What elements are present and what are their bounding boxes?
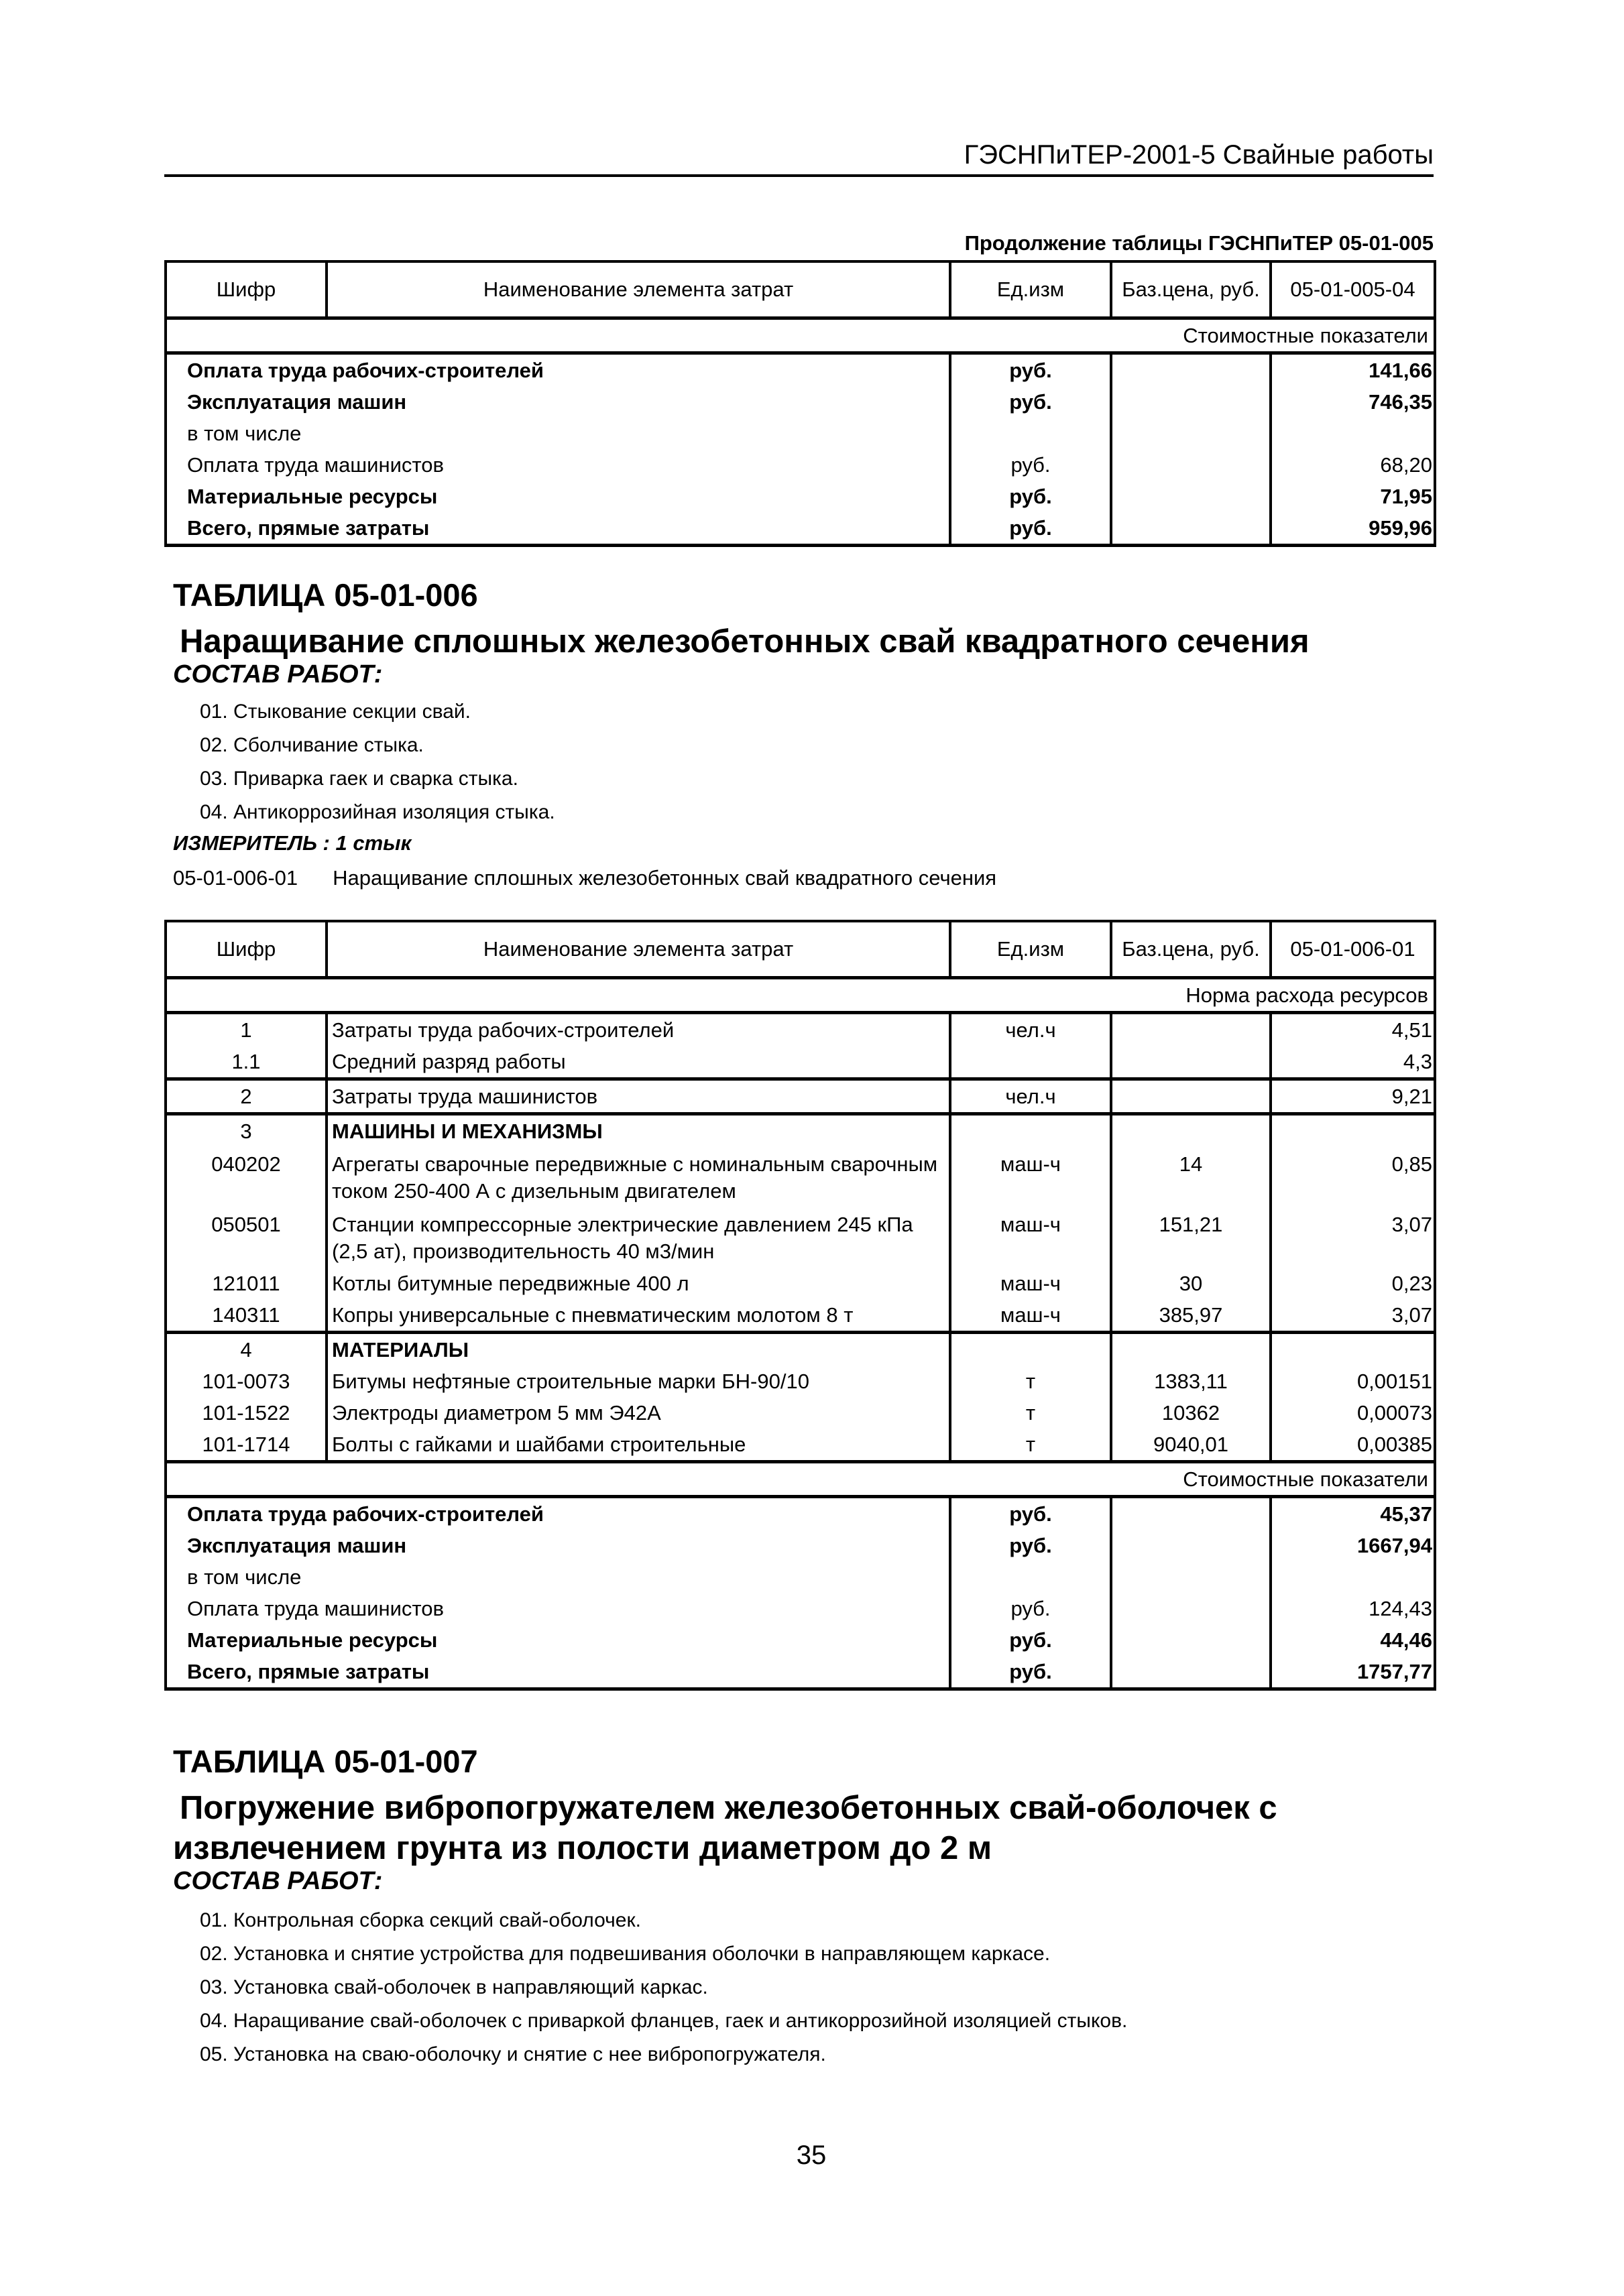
cost-value: 124,43 [1271,1593,1435,1624]
table-row [166,512,1435,546]
resource-unit: маш-ч [950,1268,1111,1299]
column-header-price: Баз.цена, руб. [1111,921,1271,978]
resource-row [166,1429,1435,1462]
resource-name: Копры универсальные с пневматическим молотом 8 т [327,1299,950,1333]
cost-name: Оплата труда рабочих-строителей [166,353,950,387]
cost-name: Оплата труда машинистов [166,449,950,481]
section-label: Норма расхода ресурсов [166,978,1435,1013]
resource-value: 3,07 [1271,1299,1435,1333]
table-05-01-006 [164,920,1436,1691]
resource-code: 121011 [166,1268,327,1299]
table-header-row [166,261,1435,318]
table-05-01-005-continuation [164,260,1436,547]
column-header-unit: Ед.изм [950,261,1111,318]
cost-name: Эксплуатация машин [166,1530,950,1561]
subcode-line [173,866,996,890]
resource-row [166,1268,1435,1299]
cost-value: 959,96 [1271,512,1435,546]
resource-value [1271,1333,1435,1366]
resource-name: Болты с гайками и шайбами строительные [327,1429,950,1462]
resource-value: 3,07 [1271,1207,1435,1268]
cost-value: 1757,77 [1271,1656,1435,1689]
table-header-row [166,921,1435,978]
resource-code: 050501 [166,1207,327,1268]
column-header-norm-code: 05-01-006-01 [1271,921,1435,978]
resource-unit [950,1333,1111,1366]
resource-unit: маш-ч [950,1207,1111,1268]
resource-row [166,1046,1435,1079]
resource-code: 101-1714 [166,1429,327,1462]
running-header: ГЭСНПиТЕР-2001-5 Свайные работы [964,140,1434,170]
cost-unit: руб. [950,1656,1111,1689]
cost-row [166,1497,1435,1530]
work-item: 04. Наращивание свай-оболочек с приваркой фланцев, гаек и антикоррозийной изоляцией стыков. [200,2010,1128,2032]
resource-price [1111,1114,1271,1148]
resource-price: 10362 [1111,1397,1271,1429]
section-row [166,318,1435,353]
resource-unit: маш-ч [950,1147,1111,1207]
resource-code: 1.1 [166,1046,327,1079]
column-header-code: Шифр [166,921,327,978]
header-divider [164,174,1434,177]
resource-row [166,1013,1435,1046]
work-item: 02. Сболчивание стыка. [200,734,424,756]
resource-code: 040202 [166,1147,327,1207]
resource-unit: т [950,1366,1111,1397]
cost-unit [950,418,1111,449]
resource-value: 0,85 [1271,1147,1435,1207]
resource-name: Котлы битумные передвижные 400 л [327,1268,950,1299]
cost-value: 71,95 [1271,481,1435,512]
subcode-name: Наращивание сплошных железобетонных свай квадратного сечения [333,866,997,890]
cost-value: 44,46 [1271,1624,1435,1656]
resource-value: 0,23 [1271,1268,1435,1299]
works-heading: СОСТАВ РАБОТ: [173,1867,383,1895]
cost-unit [950,1561,1111,1593]
resource-group-name: МАШИНЫ И МЕХАНИЗМЫ [327,1114,950,1148]
cost-value: 68,20 [1271,449,1435,481]
cost-value [1271,1561,1435,1593]
cost-unit: руб. [950,1593,1111,1624]
cost-unit: руб. [950,386,1111,418]
resource-unit: маш-ч [950,1299,1111,1333]
resource-price: 30 [1111,1268,1271,1299]
resource-price: 385,97 [1111,1299,1271,1333]
work-item: 03. Установка свай-оболочек в направляющий каркас. [200,1976,708,1998]
resource-price [1111,1333,1271,1366]
cost-price [1111,353,1271,387]
cost-name: Всего, прямые затраты [166,1656,950,1689]
page-number: 35 [796,2140,827,2170]
table-row [166,386,1435,418]
cost-value [1271,418,1435,449]
resource-row [166,1207,1435,1268]
column-header-name: Наименование элемента затрат [327,921,950,978]
cost-name: Эксплуатация машин [166,386,950,418]
cost-price [1111,1656,1271,1689]
section-row [166,1462,1435,1497]
cost-name: Материальные ресурсы [166,1624,950,1656]
cost-price [1111,1593,1271,1624]
resource-value: 0,00073 [1271,1397,1435,1429]
cost-price [1111,386,1271,418]
continuation-caption: Продолжение таблицы ГЭСНПиТЕР 05-01-005 [964,231,1434,255]
cost-price [1111,481,1271,512]
resource-value: 9,21 [1271,1079,1435,1114]
subcode: 05-01-006-01 [173,866,298,890]
cost-row [166,1624,1435,1656]
work-item: 01. Контрольная сборка секций свай-оболочек. [200,1909,641,1931]
cost-value: 746,35 [1271,386,1435,418]
resource-name: Затраты труда рабочих-строителей [327,1013,950,1046]
section-label: Стоимостные показатели [166,318,1435,353]
resource-unit [950,1046,1111,1079]
cost-value: 141,66 [1271,353,1435,387]
column-header-norm-code: 05-01-005-04 [1271,261,1435,318]
resource-price: 1383,11 [1111,1366,1271,1397]
cost-price [1111,1530,1271,1561]
resource-name: Станции компрессорные электрические давлением 245 кПа (2,5 ат), производительность 40 м3/мин [327,1207,950,1268]
cost-name: в том числе [166,418,950,449]
resource-value: 4,3 [1271,1046,1435,1079]
cost-row [166,1656,1435,1689]
cost-name: в том числе [166,1561,950,1593]
cost-unit: руб. [950,512,1111,546]
table-title: ТАБЛИЦА 05-01-006 [173,577,478,613]
cost-unit: руб. [950,1530,1111,1561]
cost-price [1111,512,1271,546]
resource-value: 4,51 [1271,1013,1435,1046]
resource-code: 4 [166,1333,327,1366]
cost-name: Оплата труда рабочих-строителей [166,1497,950,1530]
resource-unit: чел.ч [950,1079,1111,1114]
resource-row [166,1397,1435,1429]
cost-row [166,1593,1435,1624]
resource-code: 140311 [166,1299,327,1333]
cost-price [1111,1561,1271,1593]
resource-price [1111,1046,1271,1079]
resource-price: 151,21 [1111,1207,1271,1268]
resource-unit: чел.ч [950,1013,1111,1046]
column-header-unit: Ед.изм [950,921,1111,978]
section-label: Стоимостные показатели [166,1462,1435,1497]
resource-unit [950,1114,1111,1148]
resource-value: 0,00385 [1271,1429,1435,1462]
resource-code: 3 [166,1114,327,1148]
cost-unit: руб. [950,353,1111,387]
resource-price: 14 [1111,1147,1271,1207]
resource-value: 0,00151 [1271,1366,1435,1397]
cost-price [1111,449,1271,481]
resource-price: 9040,01 [1111,1429,1271,1462]
table-subtitle: Наращивание сплошных железобетонных свай квадратного сечения [180,623,1310,660]
resource-price [1111,1079,1271,1114]
resource-unit: т [950,1429,1111,1462]
resource-group-name: МАТЕРИАЛЫ [327,1333,950,1366]
table-row [166,418,1435,449]
resource-row [166,1079,1435,1114]
table-row [166,353,1435,387]
table-subtitle-line2: извлечением грунта из полости диаметром до 2 м [173,1830,992,1866]
resource-row [166,1147,1435,1207]
cost-value: 45,37 [1271,1497,1435,1530]
table-row [166,449,1435,481]
cost-price [1111,1624,1271,1656]
cost-value: 1667,94 [1271,1530,1435,1561]
resource-code: 101-1522 [166,1397,327,1429]
resource-name: Средний разряд работы [327,1046,950,1079]
column-header-price: Баз.цена, руб. [1111,261,1271,318]
table-subtitle-line1: Погружение вибропогружателем железобетонных свай-оболочек с [180,1790,1277,1826]
resource-name: Агрегаты сварочные передвижные с номинальным сварочным током 250-400 А с дизельным двигателем [327,1147,950,1207]
resource-name: Битумы нефтяные строительные марки БН-90/10 [327,1366,950,1397]
resource-value [1271,1114,1435,1148]
resource-price [1111,1013,1271,1046]
cost-unit: руб. [950,1497,1111,1530]
table-title: ТАБЛИЦА 05-01-007 [173,1744,478,1779]
resource-code: 2 [166,1079,327,1114]
section-row [166,978,1435,1013]
cost-name: Материальные ресурсы [166,481,950,512]
table-row [166,481,1435,512]
resource-row [166,1299,1435,1333]
work-item: 01. Стыкование секции свай. [200,701,471,723]
cost-unit: руб. [950,481,1111,512]
cost-name: Оплата труда машинистов [166,1593,950,1624]
column-header-name: Наименование элемента затрат [327,261,950,318]
resource-unit: т [950,1397,1111,1429]
resource-code: 101-0073 [166,1366,327,1397]
work-item: 04. Антикоррозийная изоляция стыка. [200,801,555,823]
cost-row [166,1561,1435,1593]
resource-code: 1 [166,1013,327,1046]
meter-label: ИЗМЕРИТЕЛЬ : 1 стык [173,831,412,855]
works-heading: СОСТАВ РАБОТ: [173,660,383,688]
cost-price [1111,1497,1271,1530]
resource-name: Электроды диаметром 5 мм Э42А [327,1397,950,1429]
work-item: 05. Установка на сваю-оболочку и снятие с нее вибропогружателя. [200,2043,826,2065]
resource-name: Затраты труда машинистов [327,1079,950,1114]
column-header-code: Шифр [166,261,327,318]
cost-unit: руб. [950,449,1111,481]
work-item: 03. Приварка гаек и сварка стыка. [200,768,518,790]
resource-group-row [166,1114,1435,1148]
resource-group-row [166,1333,1435,1366]
work-item: 02. Установка и снятие устройства для подвешивания оболочки в направляющем каркасе. [200,1943,1051,1965]
cost-row [166,1530,1435,1561]
cost-price [1111,418,1271,449]
resource-row [166,1366,1435,1397]
cost-unit: руб. [950,1624,1111,1656]
cost-name: Всего, прямые затраты [166,512,950,546]
